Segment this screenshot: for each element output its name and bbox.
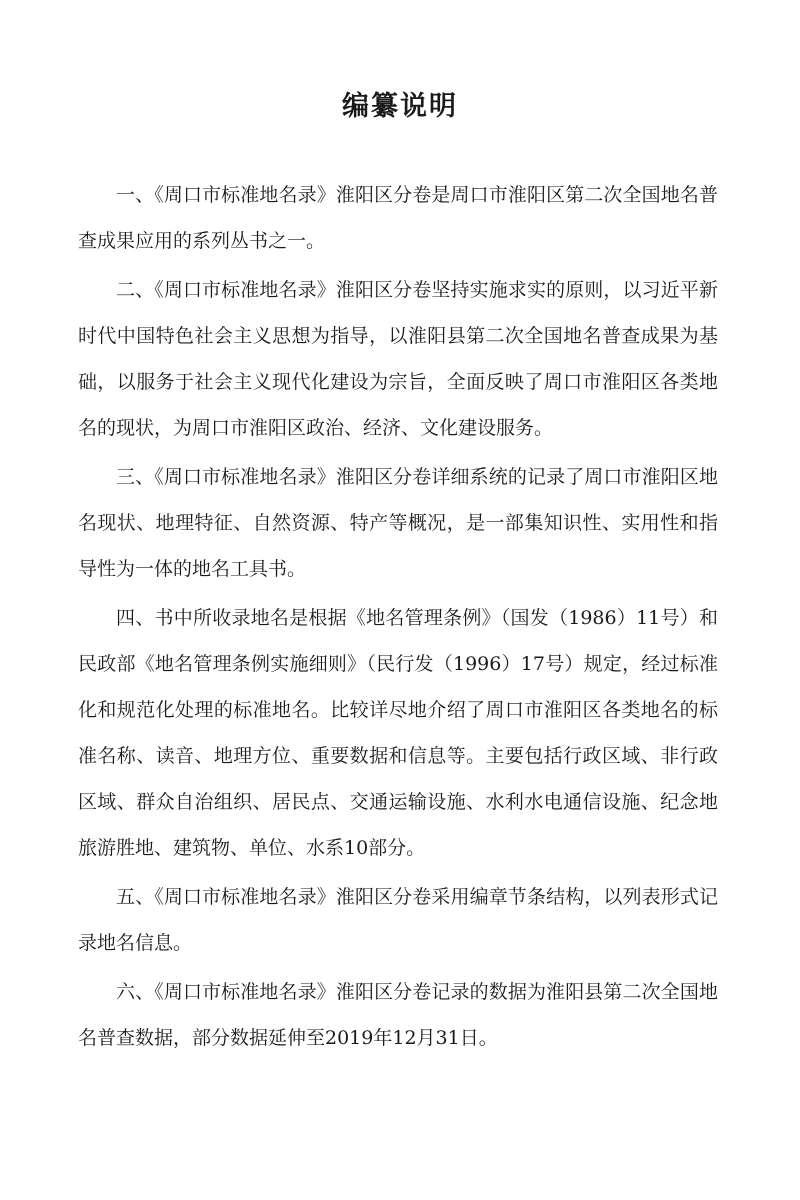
page-title: 编纂说明: [342, 91, 458, 122]
paragraph-3: 三、《周口市标准地名录》淮阳区分卷详细系统的记录了周口市淮阳区地名现状、地理特征、自然资源、特产等概况，是一部集知识性、实用性和指导性为一体的地名工具书。: [78, 466, 718, 580]
paragraph-5: 五、《周口市标准地名录》淮阳区分卷采用编章节条结构，以列表形式记录地名信息。: [78, 886, 718, 954]
paragraph-4: 四、书中所收录地名是根据《地名管理条例》（国发（1986）11号）和民政部《地名管理条例实施细则》（民行发（1996）17号）规定，经过标准化和规范化处理的标准地名。比较详尽地介绍了周口市淮阳区各类地名的标准名称、读音、地理方位、重要数据和信息等。主要包括行政区域、非行政区域、群众自治组织、居民点、交通运输设施、水利水电通信设施、纪念地旅游胜地、建筑物、单位、水系10部分。: [78, 607, 718, 859]
paragraph-1: 一、《周口市标准地名录》淮阳区分卷是周口市淮阳区第二次全国地名普查成果应用的系列丛书之一。: [78, 184, 718, 252]
paragraph-6: 六、《周口市标准地名录》淮阳区分卷记录的数据为淮阳县第二次全国地名普查数据，部分数据延伸至2019年12月31日。: [78, 981, 718, 1049]
document-body: [78, 172, 718, 1064]
paragraph-2: 二、《周口市标准地名录》淮阳区分卷坚持实施求实的原则，以习近平新时代中国特色社会主义思想为指导，以淮阳县第二次全国地名普查成果为基础，以服务于社会主义现代化建设为宗旨，全面反映了周口市淮阳区各类地名的现状，为周口市淮阳区政治、经济、文化建设服务。: [78, 279, 718, 439]
